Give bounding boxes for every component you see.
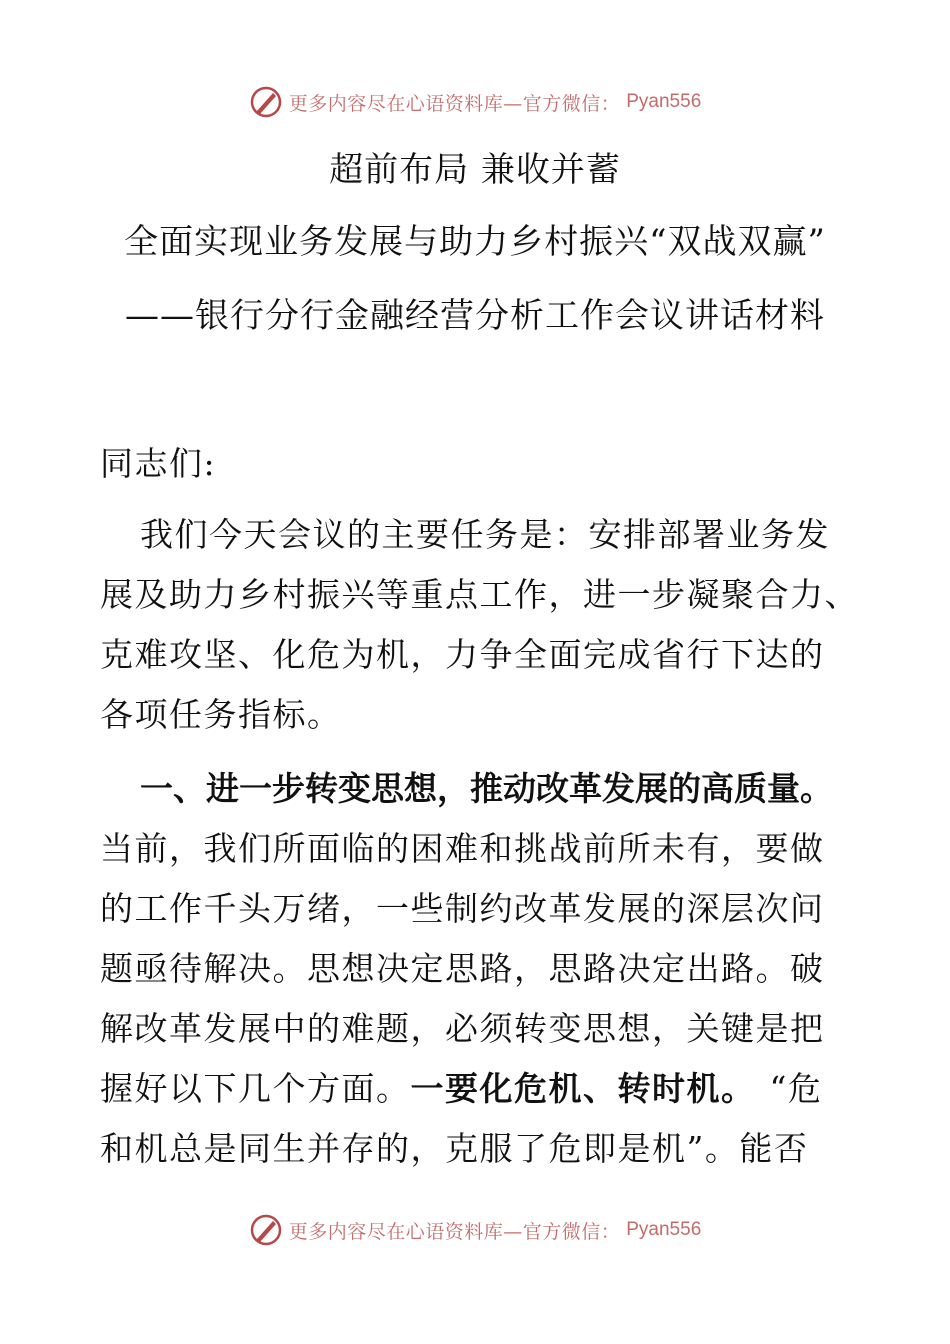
paragraph-1-line-1: 我们今天会议的主要任务是：安排部署业务发 [140, 515, 830, 554]
pen-logo-icon [249, 85, 283, 119]
paragraph-1-line-2: 展及助力乡村振兴等重点工作，进一步凝聚合力、 [100, 575, 859, 614]
watermark-top [0, 82, 950, 122]
document-subtitle-2: ——银行分行金融经营分析工作会议讲话材料 [125, 296, 825, 336]
paragraph-2-line-3: 题亟待解决。思想决定思路，思路决定出路。破 [100, 949, 825, 988]
watermark-text: 更多内容尽在心语资料库—官方微信： [288, 1220, 621, 1243]
watermark-wechat-id: Pyan556 [626, 1219, 702, 1240]
salutation: 同志们: [100, 444, 217, 483]
document-title: 超前布局 兼收并蓄 [329, 150, 621, 190]
watermark-text: 更多内容尽在心语资料库—官方微信： [288, 92, 621, 115]
paragraph-2-line-5-lead: 握好以下几个方面。 [100, 1069, 411, 1108]
section-1-heading: 一、进一步转变思想，推动改革发展的高质量。 [140, 769, 833, 808]
paragraph-2-line-1: 当前，我们所面临的困难和挑战前所未有，要做 [100, 829, 825, 868]
watermark-wechat-id: Pyan556 [626, 91, 702, 112]
paragraph-2-line-5-tail: “危 [769, 1069, 823, 1108]
point-1-bold: 一要化危机、转时机。 [410, 1069, 756, 1108]
paragraph-2-line-4: 解改革发展中的难题，必须转变思想，关键是把 [100, 1009, 825, 1048]
paragraph-2-line-5 [100, 1063, 822, 1110]
paragraph-2-line-6: 和机总是同生并存的，克服了危即是机”。能否 [100, 1129, 809, 1168]
paragraph-1-line-4: 各项任务指标。 [100, 695, 342, 734]
paragraph-1-line-3: 克难攻坚、化危为机，力争全面完成省行下达的 [100, 635, 825, 674]
document-subtitle: 全面实现业务发展与助力乡村振兴“双战双赢” [124, 222, 826, 262]
watermark-bottom [0, 1210, 950, 1250]
paragraph-2-line-2: 的工作千头万绪，一些制约改革发展的深层次问 [100, 889, 825, 928]
pen-logo-icon [249, 1213, 283, 1247]
